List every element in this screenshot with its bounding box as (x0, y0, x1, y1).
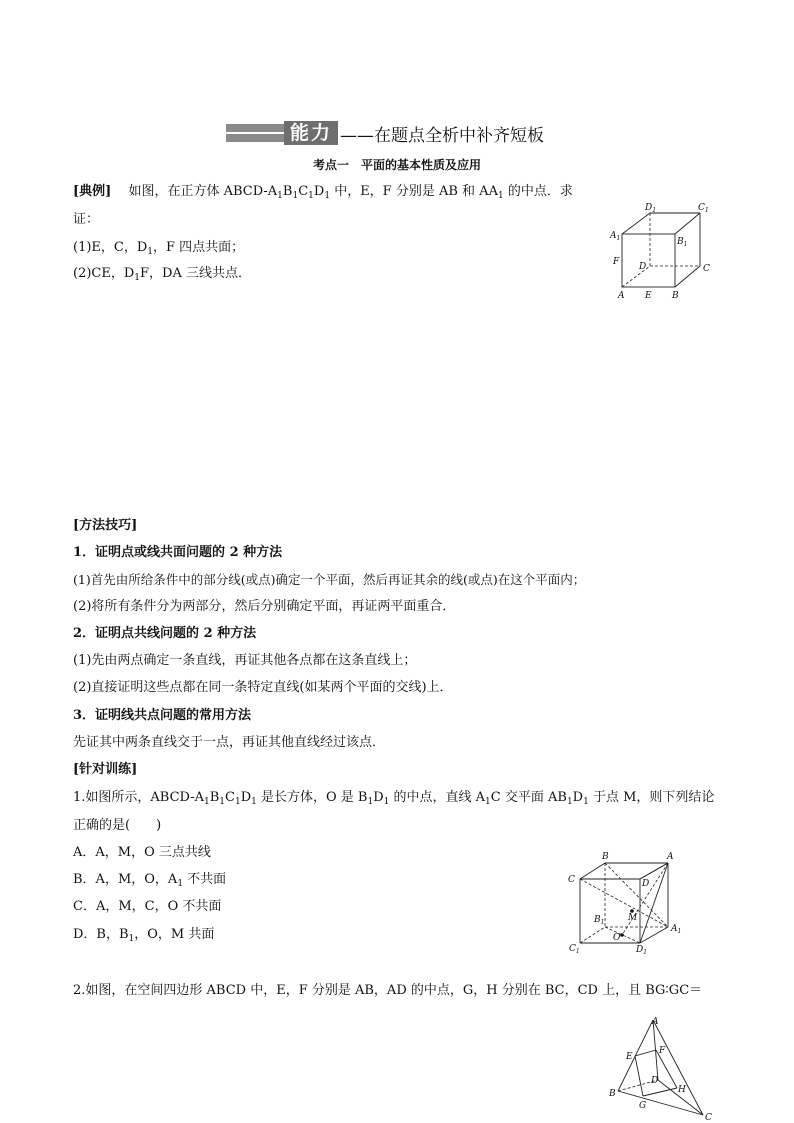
label-C1: $C_1$ (569, 944, 580, 955)
label-B1: $B_1$ (677, 237, 688, 248)
label-C: C (703, 264, 710, 274)
cube-edge (675, 213, 700, 234)
option-a: A．A，M，O 三点共线 (73, 845, 211, 860)
methods-item: 先证其中两条直线交于一点，再证其他直线经过该点． (73, 735, 386, 750)
subscript: 1 (177, 879, 184, 889)
question-text: F，DA 三线共点． (140, 266, 251, 281)
section-banner (226, 121, 544, 145)
option-text: B．A，M，O，A (73, 872, 178, 887)
example-text: 中，E，F 分别是 AB 和 AA (330, 184, 498, 199)
label-C: C (705, 1113, 712, 1122)
label-D1: $D_1$ (636, 945, 648, 956)
label-B: B (609, 1089, 616, 1099)
example-label: [典例] (73, 184, 112, 199)
problem-text: C (225, 790, 235, 805)
label-O: O (613, 933, 621, 943)
example-question-2 (73, 266, 251, 282)
segment-EG (635, 1056, 643, 1096)
methods-item: (2)将所有条件分为两部分，然后分别确定平面，再证两平面重合． (73, 599, 456, 614)
methods-heading-1: 1．证明点或线共面问题的 2 种方法 (73, 545, 283, 560)
segment-AD (640, 863, 668, 879)
segment-GH (643, 1088, 677, 1096)
label-D1: $D_1$ (645, 203, 657, 214)
cube-edge (622, 213, 650, 234)
subscript: 1 (128, 934, 135, 944)
option-b (73, 872, 226, 888)
edge-AC (653, 1020, 703, 1115)
example-text: D (313, 184, 325, 199)
cube-front-face (622, 234, 675, 287)
question-text: (1)E，C，D (73, 240, 148, 255)
label-G: G (639, 1101, 647, 1111)
methods-item: (1)先由两点确定一条直线，再证其他各点都在这条直线上； (73, 653, 417, 668)
methods-item: (2)直接证明这些点都在同一条特定直线(如某两个平面的交线)上． (73, 680, 453, 695)
banner-tag: 能力 (284, 121, 338, 145)
subscript: 1 (234, 797, 241, 807)
cuboid-figure (560, 848, 690, 956)
box-edge (640, 927, 668, 943)
label-H: H (678, 1085, 686, 1095)
subscript: 1 (497, 191, 504, 201)
label-A: A (652, 1017, 659, 1027)
problem-2-stem: 2.如图，在空间四边形 ABCD 中，E，F 分别是 AB，AD 的中点，G，H 分别在 BC，CD 上，且 BG∶GC＝ (73, 983, 703, 998)
box-edge (580, 863, 605, 879)
label-E: E (626, 1052, 633, 1062)
problem-text: D (572, 790, 584, 805)
example-text: 的中点．求 (503, 184, 573, 199)
label-F: F (613, 257, 620, 267)
example-text: B (282, 184, 293, 199)
subscript: 1 (308, 191, 314, 201)
methods-heading-3: 3．证明线共点问题的常用方法 (73, 708, 252, 723)
label-B: B (672, 291, 679, 301)
cube-edge (675, 266, 700, 287)
edge-BC (618, 1091, 703, 1115)
label-B1: $B_1$ (594, 915, 605, 926)
methods-item: (1)首先由所给条件中的部分线(或点)确定一个平面，然后再证其余的线(或点)在这个平面内； (73, 572, 586, 587)
cube-figure (605, 200, 725, 306)
subscript: 1 (203, 797, 210, 807)
segment-AO (622, 863, 668, 935)
subscript: 1 (367, 797, 374, 807)
subscript: 1 (324, 191, 331, 201)
problem-1-stem (73, 790, 714, 806)
methods-heading-2: 2．证明点共线问题的 2 种方法 (73, 626, 257, 641)
label-D: D (651, 1076, 659, 1086)
problem-text: D (240, 790, 252, 805)
label-D: D (642, 879, 650, 889)
option-text: 不共面 (183, 872, 227, 887)
example-text: 如图，在正方体 ABCD-A (128, 184, 278, 199)
example-intro (73, 184, 573, 200)
section-title: 考点一 平面的基本性质及应用 (312, 158, 481, 172)
option-text: ，O，M 共面 (134, 927, 215, 942)
label-A1: $A_1$ (671, 924, 682, 935)
question-text: (2)CE，D (73, 266, 135, 281)
label-B: B (602, 852, 609, 862)
problem-text: 的中点，直线 A (389, 790, 486, 805)
subscript: 1 (383, 797, 390, 807)
problem-text: D (373, 790, 384, 805)
example-text: C (298, 184, 309, 199)
subscript: 1 (485, 797, 491, 807)
problem-text: C 交平面 AB (490, 790, 567, 805)
problem-text: B (209, 790, 220, 805)
subscript: 1 (219, 797, 226, 807)
subscript: 1 (134, 273, 141, 283)
subscript: 1 (147, 247, 154, 257)
banner-decoration (226, 124, 284, 142)
subscript: 1 (566, 797, 573, 807)
problem-text: 是长方体，O 是 B (256, 790, 368, 805)
label-A: A (618, 291, 625, 301)
label-A1: $A_1$ (610, 231, 621, 242)
label-M: M (628, 913, 638, 923)
label-E: E (645, 291, 652, 301)
methods-title: [方法技巧] (73, 518, 138, 533)
problem-text: 于点 M，则下列结论 (588, 790, 715, 805)
option-d (73, 927, 214, 943)
box-hidden-edge (580, 927, 605, 943)
example-question-1 (73, 240, 244, 256)
training-title: [针对训练] (73, 762, 138, 777)
subscript: 1 (251, 797, 257, 807)
label-C: C (568, 875, 575, 885)
question-text: ，F 四点共面； (153, 240, 245, 255)
label-D: D (639, 262, 647, 272)
subscript: 1 (292, 191, 299, 201)
tetrahedron-figure (605, 1012, 720, 1122)
label-A: A (667, 852, 674, 862)
example-intro-line2: 证： (73, 212, 100, 227)
subscript: 1 (277, 191, 283, 201)
option-c: C．A，M，C，O 不共面 (73, 899, 222, 914)
label-F: F (659, 1046, 666, 1056)
subscript: 1 (583, 797, 589, 807)
option-text: D．B，B (73, 927, 129, 942)
problem-text: 1.如图所示，ABCD-A (73, 790, 204, 805)
problem-1-stem-line2: 正确的是( ) (73, 818, 162, 833)
banner-subtitle: ——在题点全析中补齐短板 (340, 125, 545, 146)
label-C1: $C_1$ (698, 203, 709, 214)
point-O (620, 933, 624, 937)
